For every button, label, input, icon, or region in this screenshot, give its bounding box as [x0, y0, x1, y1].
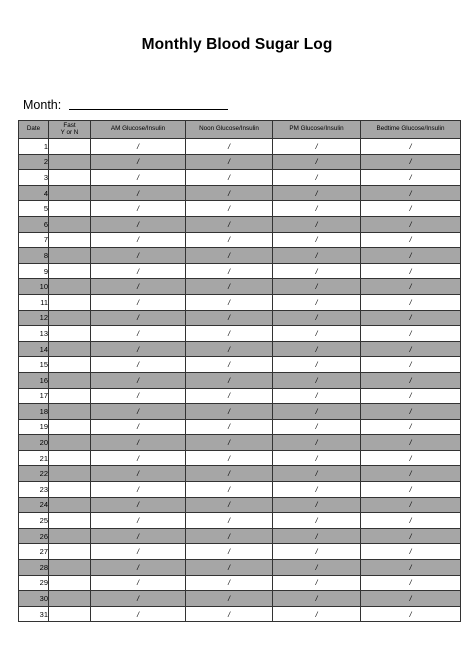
am-glucose-insulin-cell[interactable]: /: [91, 154, 186, 170]
noon-glucose-insulin-cell[interactable]: /: [186, 404, 273, 420]
date-cell: 12: [19, 310, 49, 326]
date-cell: 20: [19, 435, 49, 451]
date-cell: 10: [19, 279, 49, 295]
am-glucose-insulin-cell[interactable]: /: [91, 170, 186, 186]
bedtime-glucose-insulin-cell[interactable]: /: [361, 575, 461, 591]
date-cell: 16: [19, 372, 49, 388]
noon-glucose-insulin-cell[interactable]: /: [186, 326, 273, 342]
table-row: [19, 248, 461, 264]
noon-glucose-insulin-cell[interactable]: /: [186, 310, 273, 326]
am-glucose-insulin-cell[interactable]: /: [91, 560, 186, 576]
date-cell: 24: [19, 497, 49, 513]
bedtime-glucose-insulin-cell[interactable]: /: [361, 248, 461, 264]
bedtime-glucose-insulin-cell[interactable]: /: [361, 326, 461, 342]
date-cell: 11: [19, 294, 49, 310]
pm-glucose-insulin-cell[interactable]: /: [273, 560, 361, 576]
table-row: [19, 544, 461, 560]
am-glucose-insulin-cell[interactable]: /: [91, 482, 186, 498]
pm-glucose-insulin-cell[interactable]: /: [273, 294, 361, 310]
pm-glucose-insulin-cell[interactable]: /: [273, 357, 361, 373]
date-cell: 26: [19, 528, 49, 544]
bedtime-glucose-insulin-cell[interactable]: /: [361, 201, 461, 217]
noon-glucose-insulin-cell[interactable]: /: [186, 575, 273, 591]
bedtime-glucose-insulin-cell[interactable]: /: [361, 372, 461, 388]
noon-glucose-insulin-cell[interactable]: /: [186, 372, 273, 388]
am-glucose-insulin-cell[interactable]: /: [91, 388, 186, 404]
fast-cell[interactable]: [49, 216, 91, 232]
bedtime-glucose-insulin-cell[interactable]: /: [361, 482, 461, 498]
date-cell: 14: [19, 341, 49, 357]
am-glucose-insulin-cell[interactable]: /: [91, 466, 186, 482]
table-row: [19, 528, 461, 544]
fast-cell[interactable]: [49, 482, 91, 498]
pm-glucose-insulin-cell[interactable]: /: [273, 513, 361, 529]
bedtime-glucose-insulin-cell[interactable]: /: [361, 419, 461, 435]
column-header-fast: [49, 121, 91, 139]
fast-cell[interactable]: [49, 263, 91, 279]
date-cell: 30: [19, 591, 49, 607]
table-row: [19, 482, 461, 498]
pm-glucose-insulin-cell[interactable]: /: [273, 326, 361, 342]
pm-glucose-insulin-cell[interactable]: /: [273, 466, 361, 482]
fast-cell[interactable]: [49, 326, 91, 342]
noon-glucose-insulin-cell[interactable]: /: [186, 435, 273, 451]
am-glucose-insulin-cell[interactable]: /: [91, 248, 186, 264]
table-row: [19, 466, 461, 482]
noon-glucose-insulin-cell[interactable]: /: [186, 560, 273, 576]
table-row: [19, 419, 461, 435]
bedtime-glucose-insulin-cell[interactable]: /: [361, 435, 461, 451]
am-glucose-insulin-cell[interactable]: /: [91, 513, 186, 529]
pm-glucose-insulin-cell[interactable]: /: [273, 482, 361, 498]
am-glucose-insulin-cell[interactable]: /: [91, 216, 186, 232]
am-glucose-insulin-cell[interactable]: /: [91, 575, 186, 591]
date-cell: 28: [19, 560, 49, 576]
date-cell: 8: [19, 248, 49, 264]
bedtime-glucose-insulin-cell[interactable]: /: [361, 154, 461, 170]
bedtime-glucose-insulin-cell[interactable]: /: [361, 466, 461, 482]
pm-glucose-insulin-cell[interactable]: /: [273, 528, 361, 544]
table-row: [19, 310, 461, 326]
fast-cell[interactable]: [49, 606, 91, 622]
bedtime-glucose-insulin-cell[interactable]: /: [361, 279, 461, 295]
date-cell: 6: [19, 216, 49, 232]
fast-cell[interactable]: [49, 419, 91, 435]
am-glucose-insulin-cell[interactable]: /: [91, 310, 186, 326]
pm-glucose-insulin-cell[interactable]: /: [273, 154, 361, 170]
am-glucose-insulin-cell[interactable]: /: [91, 544, 186, 560]
table-row: [19, 139, 461, 155]
table-row: [19, 216, 461, 232]
am-glucose-insulin-cell[interactable]: /: [91, 528, 186, 544]
pm-glucose-insulin-cell[interactable]: /: [273, 419, 361, 435]
fast-cell[interactable]: [49, 154, 91, 170]
pm-glucose-insulin-cell[interactable]: /: [273, 263, 361, 279]
noon-glucose-insulin-cell[interactable]: /: [186, 419, 273, 435]
page-title: Monthly Blood Sugar Log: [141, 36, 333, 53]
date-cell: 25: [19, 513, 49, 529]
date-cell: 7: [19, 232, 49, 248]
bedtime-glucose-insulin-cell[interactable]: /: [361, 560, 461, 576]
pm-glucose-insulin-cell[interactable]: /: [273, 497, 361, 513]
noon-glucose-insulin-cell[interactable]: /: [186, 357, 273, 373]
table-row: [19, 326, 461, 342]
am-glucose-insulin-cell[interactable]: /: [91, 341, 186, 357]
fast-cell[interactable]: [49, 560, 91, 576]
fast-cell[interactable]: [49, 294, 91, 310]
bedtime-glucose-insulin-cell[interactable]: /: [361, 513, 461, 529]
column-header-pm: PM Glucose/Insulin: [273, 121, 361, 139]
fast-cell[interactable]: [49, 170, 91, 186]
bedtime-glucose-insulin-cell[interactable]: /: [361, 606, 461, 622]
bedtime-glucose-insulin-cell[interactable]: /: [361, 139, 461, 155]
date-cell: 5: [19, 201, 49, 217]
column-header-fast-line1: Fast: [63, 121, 76, 129]
fast-cell[interactable]: [49, 310, 91, 326]
am-glucose-insulin-cell[interactable]: /: [91, 326, 186, 342]
noon-glucose-insulin-cell[interactable]: /: [186, 248, 273, 264]
table-row: [19, 388, 461, 404]
pm-glucose-insulin-cell[interactable]: /: [273, 216, 361, 232]
bedtime-glucose-insulin-cell[interactable]: /: [361, 170, 461, 186]
noon-glucose-insulin-cell[interactable]: /: [186, 341, 273, 357]
date-cell: 29: [19, 575, 49, 591]
fast-cell[interactable]: [49, 528, 91, 544]
table-row: [19, 372, 461, 388]
fast-cell[interactable]: [49, 388, 91, 404]
date-cell: 2: [19, 154, 49, 170]
fast-cell[interactable]: [49, 450, 91, 466]
column-header-bedtime: Bedtime Glucose/Insulin: [361, 121, 461, 139]
table-row: [19, 513, 461, 529]
table-row: [19, 232, 461, 248]
am-glucose-insulin-cell[interactable]: /: [91, 450, 186, 466]
date-cell: 27: [19, 544, 49, 560]
noon-glucose-insulin-cell[interactable]: /: [186, 544, 273, 560]
table-row: [19, 294, 461, 310]
month-input-line[interactable]: [69, 109, 228, 110]
noon-glucose-insulin-cell[interactable]: /: [186, 388, 273, 404]
noon-glucose-insulin-cell[interactable]: /: [186, 139, 273, 155]
noon-glucose-insulin-cell[interactable]: /: [186, 513, 273, 529]
month-row: [23, 94, 228, 112]
header-row: [19, 121, 461, 139]
bedtime-glucose-insulin-cell[interactable]: /: [361, 357, 461, 373]
fast-cell[interactable]: [49, 357, 91, 373]
column-header-fast-line2: Y or N: [60, 128, 79, 136]
pm-glucose-insulin-cell[interactable]: /: [273, 185, 361, 201]
bedtime-glucose-insulin-cell[interactable]: /: [361, 450, 461, 466]
fast-cell[interactable]: [49, 575, 91, 591]
table-row: [19, 170, 461, 186]
am-glucose-insulin-cell[interactable]: /: [91, 497, 186, 513]
noon-glucose-insulin-cell[interactable]: /: [186, 497, 273, 513]
fast-cell[interactable]: [49, 435, 91, 451]
table-row: [19, 341, 461, 357]
am-glucose-insulin-cell[interactable]: /: [91, 404, 186, 420]
month-label: Month:: [23, 98, 62, 112]
pm-glucose-insulin-cell[interactable]: /: [273, 544, 361, 560]
bedtime-glucose-insulin-cell[interactable]: /: [361, 497, 461, 513]
bedtime-glucose-insulin-cell[interactable]: /: [361, 232, 461, 248]
noon-glucose-insulin-cell[interactable]: /: [186, 201, 273, 217]
pm-glucose-insulin-cell[interactable]: /: [273, 341, 361, 357]
column-header-am: AM Glucose/Insulin: [91, 121, 186, 139]
fast-cell[interactable]: [49, 201, 91, 217]
pm-glucose-insulin-cell[interactable]: /: [273, 232, 361, 248]
am-glucose-insulin-cell[interactable]: /: [91, 357, 186, 373]
date-cell: 17: [19, 388, 49, 404]
noon-glucose-insulin-cell[interactable]: /: [186, 591, 273, 607]
am-glucose-insulin-cell[interactable]: /: [91, 372, 186, 388]
fast-cell[interactable]: [49, 513, 91, 529]
noon-glucose-insulin-cell[interactable]: /: [186, 482, 273, 498]
am-glucose-insulin-cell[interactable]: /: [91, 419, 186, 435]
pm-glucose-insulin-cell[interactable]: /: [273, 606, 361, 622]
fast-cell[interactable]: [49, 139, 91, 155]
fast-cell[interactable]: [49, 544, 91, 560]
table-row: [19, 201, 461, 217]
date-cell: 15: [19, 357, 49, 373]
pm-glucose-insulin-cell[interactable]: /: [273, 372, 361, 388]
date-cell: 13: [19, 326, 49, 342]
noon-glucose-insulin-cell[interactable]: /: [186, 232, 273, 248]
bedtime-glucose-insulin-cell[interactable]: /: [361, 528, 461, 544]
noon-glucose-insulin-cell[interactable]: /: [186, 185, 273, 201]
noon-glucose-insulin-cell[interactable]: /: [186, 294, 273, 310]
pm-glucose-insulin-cell[interactable]: /: [273, 435, 361, 451]
bedtime-glucose-insulin-cell[interactable]: /: [361, 294, 461, 310]
date-cell: 22: [19, 466, 49, 482]
date-cell: 19: [19, 419, 49, 435]
noon-glucose-insulin-cell[interactable]: /: [186, 528, 273, 544]
fast-cell[interactable]: [49, 404, 91, 420]
date-cell: 3: [19, 170, 49, 186]
pm-glucose-insulin-cell[interactable]: /: [273, 404, 361, 420]
table-row: [19, 591, 461, 607]
table-row: [19, 575, 461, 591]
am-glucose-insulin-cell[interactable]: /: [91, 139, 186, 155]
am-glucose-insulin-cell[interactable]: /: [91, 279, 186, 295]
column-header-noon: Noon Glucose/Insulin: [186, 121, 273, 139]
date-cell: 21: [19, 450, 49, 466]
am-glucose-insulin-cell[interactable]: /: [91, 606, 186, 622]
noon-glucose-insulin-cell[interactable]: /: [186, 606, 273, 622]
bedtime-glucose-insulin-cell[interactable]: /: [361, 591, 461, 607]
date-cell: 4: [19, 185, 49, 201]
fast-cell[interactable]: [49, 185, 91, 201]
am-glucose-insulin-cell[interactable]: /: [91, 185, 186, 201]
table-row: [19, 185, 461, 201]
fast-cell[interactable]: [49, 466, 91, 482]
fast-cell[interactable]: [49, 591, 91, 607]
bedtime-glucose-insulin-cell[interactable]: /: [361, 388, 461, 404]
am-glucose-insulin-cell[interactable]: /: [91, 591, 186, 607]
pm-glucose-insulin-cell[interactable]: /: [273, 575, 361, 591]
table-row: [19, 450, 461, 466]
bedtime-glucose-insulin-cell[interactable]: /: [361, 544, 461, 560]
table-row: [19, 154, 461, 170]
table-row: [19, 606, 461, 622]
pm-glucose-insulin-cell[interactable]: /: [273, 450, 361, 466]
pm-glucose-insulin-cell[interactable]: /: [273, 388, 361, 404]
date-cell: 23: [19, 482, 49, 498]
table-row: [19, 357, 461, 373]
log-body: [19, 139, 461, 622]
am-glucose-insulin-cell[interactable]: /: [91, 435, 186, 451]
pm-glucose-insulin-cell[interactable]: /: [273, 279, 361, 295]
table-row: [19, 279, 461, 295]
am-glucose-insulin-cell[interactable]: /: [91, 232, 186, 248]
pm-glucose-insulin-cell[interactable]: /: [273, 170, 361, 186]
noon-glucose-insulin-cell[interactable]: /: [186, 170, 273, 186]
noon-glucose-insulin-cell[interactable]: /: [186, 450, 273, 466]
noon-glucose-insulin-cell[interactable]: /: [186, 216, 273, 232]
table-row: [19, 560, 461, 576]
pm-glucose-insulin-cell[interactable]: /: [273, 248, 361, 264]
bedtime-glucose-insulin-cell[interactable]: /: [361, 185, 461, 201]
am-glucose-insulin-cell[interactable]: /: [91, 294, 186, 310]
date-cell: 18: [19, 404, 49, 420]
table-row: [19, 435, 461, 451]
noon-glucose-insulin-cell[interactable]: /: [186, 263, 273, 279]
bedtime-glucose-insulin-cell[interactable]: /: [361, 404, 461, 420]
column-header-date: Date: [19, 121, 49, 139]
noon-glucose-insulin-cell[interactable]: /: [186, 154, 273, 170]
pm-glucose-insulin-cell[interactable]: /: [273, 310, 361, 326]
noon-glucose-insulin-cell[interactable]: /: [186, 466, 273, 482]
table-row: [19, 497, 461, 513]
pm-glucose-insulin-cell[interactable]: /: [273, 139, 361, 155]
date-cell: 31: [19, 606, 49, 622]
fast-cell[interactable]: [49, 497, 91, 513]
date-cell: 9: [19, 263, 49, 279]
am-glucose-insulin-cell[interactable]: /: [91, 263, 186, 279]
fast-cell[interactable]: [49, 372, 91, 388]
pm-glucose-insulin-cell[interactable]: /: [273, 201, 361, 217]
bedtime-glucose-insulin-cell[interactable]: /: [361, 310, 461, 326]
blood-sugar-log-table: [18, 120, 461, 622]
table-row: [19, 404, 461, 420]
pm-glucose-insulin-cell[interactable]: /: [273, 591, 361, 607]
bedtime-glucose-insulin-cell[interactable]: /: [361, 263, 461, 279]
noon-glucose-insulin-cell[interactable]: /: [186, 279, 273, 295]
bedtime-glucose-insulin-cell[interactable]: /: [361, 341, 461, 357]
fast-cell[interactable]: [49, 279, 91, 295]
fast-cell[interactable]: [49, 248, 91, 264]
bedtime-glucose-insulin-cell[interactable]: /: [361, 216, 461, 232]
date-cell: 1: [19, 139, 49, 155]
fast-cell[interactable]: [49, 232, 91, 248]
fast-cell[interactable]: [49, 341, 91, 357]
am-glucose-insulin-cell[interactable]: /: [91, 201, 186, 217]
table-row: [19, 263, 461, 279]
